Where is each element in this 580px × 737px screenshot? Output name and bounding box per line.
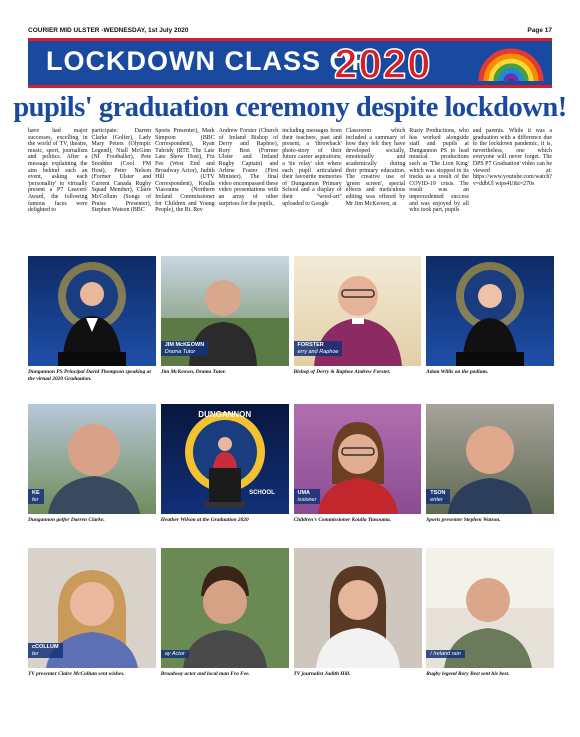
name-tag: / Ireland rain <box>426 650 465 659</box>
principal-photo <box>28 256 156 366</box>
page-number: Page 17 <box>527 26 552 34</box>
photo-item <box>28 548 156 678</box>
golfer-photo <box>28 404 156 514</box>
banner-lead: LOCKDOWN CLASS OF <box>46 46 369 76</box>
photo-item <box>426 548 554 678</box>
photo-item <box>294 548 422 678</box>
name-tag: KE fer <box>28 489 44 504</box>
photo-item <box>294 404 422 524</box>
name-tag: ay Actor <box>161 650 189 659</box>
photo-caption: Dungannon PS Principal David Thompson speaking at the virtual 2020 Graduation. <box>28 369 151 382</box>
broadway-actor-photo <box>161 548 289 668</box>
photo-item <box>161 404 289 524</box>
photo-caption: Bishop of Derry & Raphoe Andrew Forster. <box>293 369 391 375</box>
photo-item <box>28 404 156 524</box>
body-column: Rusty Productions, who has worked alongside staff and pupils at Dungannon PS to lead musical productions such as 'The Lion King' which was stopped in its tracks as a result of the COVID-19 crisis. The result was an unprecedented success and was enjoyed by all who took part, pupils <box>409 128 469 214</box>
body-column: including messages from their teachers, past and present, a 'throwback' photo-story of their future career aspirations; a 'tie relay' slot where each pupil articulated their favourite memories of Dungannon Primary School and a display of their "word-art" uploaded to Google <box>282 128 342 207</box>
tv-presenter-photo <box>28 548 156 668</box>
rainbow-icon <box>476 43 546 83</box>
photo-caption: Broadway actor and local man Fra Fee. <box>160 671 250 677</box>
photo-caption: Heather Wilson at the Graduation 2020 <box>160 517 249 523</box>
publication-line: COURIER MID ULSTER -WEDNESDAY, 1st July 2020 <box>28 26 189 34</box>
bishop-photo <box>294 256 422 366</box>
photo-caption: Children's Commissioner Koulla Yiasouma. <box>293 517 392 523</box>
photo-item <box>161 548 289 678</box>
commissioner-photo <box>294 404 422 514</box>
body-column: Andrew Forster (Church of Ireland Bishop of Derry and Raphoe), Rory Best (Former Ulster and Ireland Rugby Captain) and Arlene Foster (First Minister). The final video encompassed these video presentations with an array of other surprises for the pupils, <box>218 128 279 207</box>
article-body <box>28 128 552 254</box>
masthead <box>28 24 552 36</box>
section-banner <box>28 38 552 88</box>
stage-sign-bottom: SCHOOL <box>249 490 275 496</box>
photo-caption: Sports presenter Stephen Watson. <box>426 517 501 523</box>
name-tag: UMA issioner <box>294 489 321 504</box>
body-column: have had major successes, excelling in the world of TV, theatre, music, sport, journalism and politics. After a message explaining the aim behind such an event, asking each 'personality' to virtually present a P7 Leavers' Award, the following famous faces were delighted to <box>28 128 88 214</box>
photo-caption: Jim McKeown, Drama Tutor. <box>160 369 226 375</box>
body-column: and parents. While it was a graduation with a difference due to the lockdown pandemic, it is, nevertheless, one which everyone will never forget. The DPS P7 Graduation' video can be viewed at: https://www.youtube.com/watch?v=ddbUl wips4U&t=270s <box>472 128 552 187</box>
photo-item <box>161 256 289 382</box>
name-tag: FORSTER erry and Raphoe <box>294 341 343 356</box>
photo-caption: Adam Willis on the podium. <box>426 369 489 375</box>
photo-item <box>426 404 554 524</box>
presenter-photo <box>426 404 554 514</box>
body-column: Sports Presenter), Mark Simpson (BBC Correspondent), Ryan Tubridy (RTE The Late Late Show Host), Fra Fee (West End and Broadway Actor), Judith Hill (UTV Correspondent), Koulla Yiasouma (Northern Ireland Commissioner for Children and Young People), the Rt. Rev <box>155 128 215 214</box>
name-tag: JIM McKEOWN Drama Tutor <box>161 341 208 356</box>
banner-year: 2020 <box>334 40 432 87</box>
photo-caption: TV presenter Claire McCollum sent wishes. <box>28 671 125 677</box>
photo-caption: Rugby legend Rory Best sent his best. <box>426 671 510 677</box>
name-tag: TSON enter <box>426 489 449 504</box>
photo-caption: TV journalist Judith Hill. <box>293 671 351 677</box>
body-column: participate: Darren Clarke (Golfer), Lady Mary Peters (Olympic Legend), Niall McGinn (NI Footballer), Pete Snodden (Cool FM Host), Peter Nelson (Former Ulster and Current Canada Rugby Squad Member), Claire McCollum (Songs of Praise Presenter), Stephen Watson (BBC <box>91 128 152 214</box>
photo-item <box>294 256 422 382</box>
photo-item <box>28 256 156 382</box>
photo-item <box>426 256 554 382</box>
headline: pupils' graduation ceremony despite lockdown! <box>13 92 567 123</box>
stage-sign: DUNGANNON <box>198 410 252 419</box>
body-column: Classroom which included a summary of how they felt they have developed socially, emotionally and academically during their primary education. The creative use of 'green screen', special effects and meticulous editing was offered by Mr Jim McKeown, at <box>345 128 406 207</box>
tutor-photo <box>161 256 289 366</box>
name-tag: cCOLLUM ter <box>28 643 63 658</box>
journalist-photo <box>294 548 422 668</box>
graduation-stage-photo <box>161 404 289 514</box>
podium-photo <box>426 256 554 366</box>
photo-caption: Dungannon golfer Darren Clarke. <box>28 517 105 523</box>
rugby-legend-photo <box>426 548 554 668</box>
